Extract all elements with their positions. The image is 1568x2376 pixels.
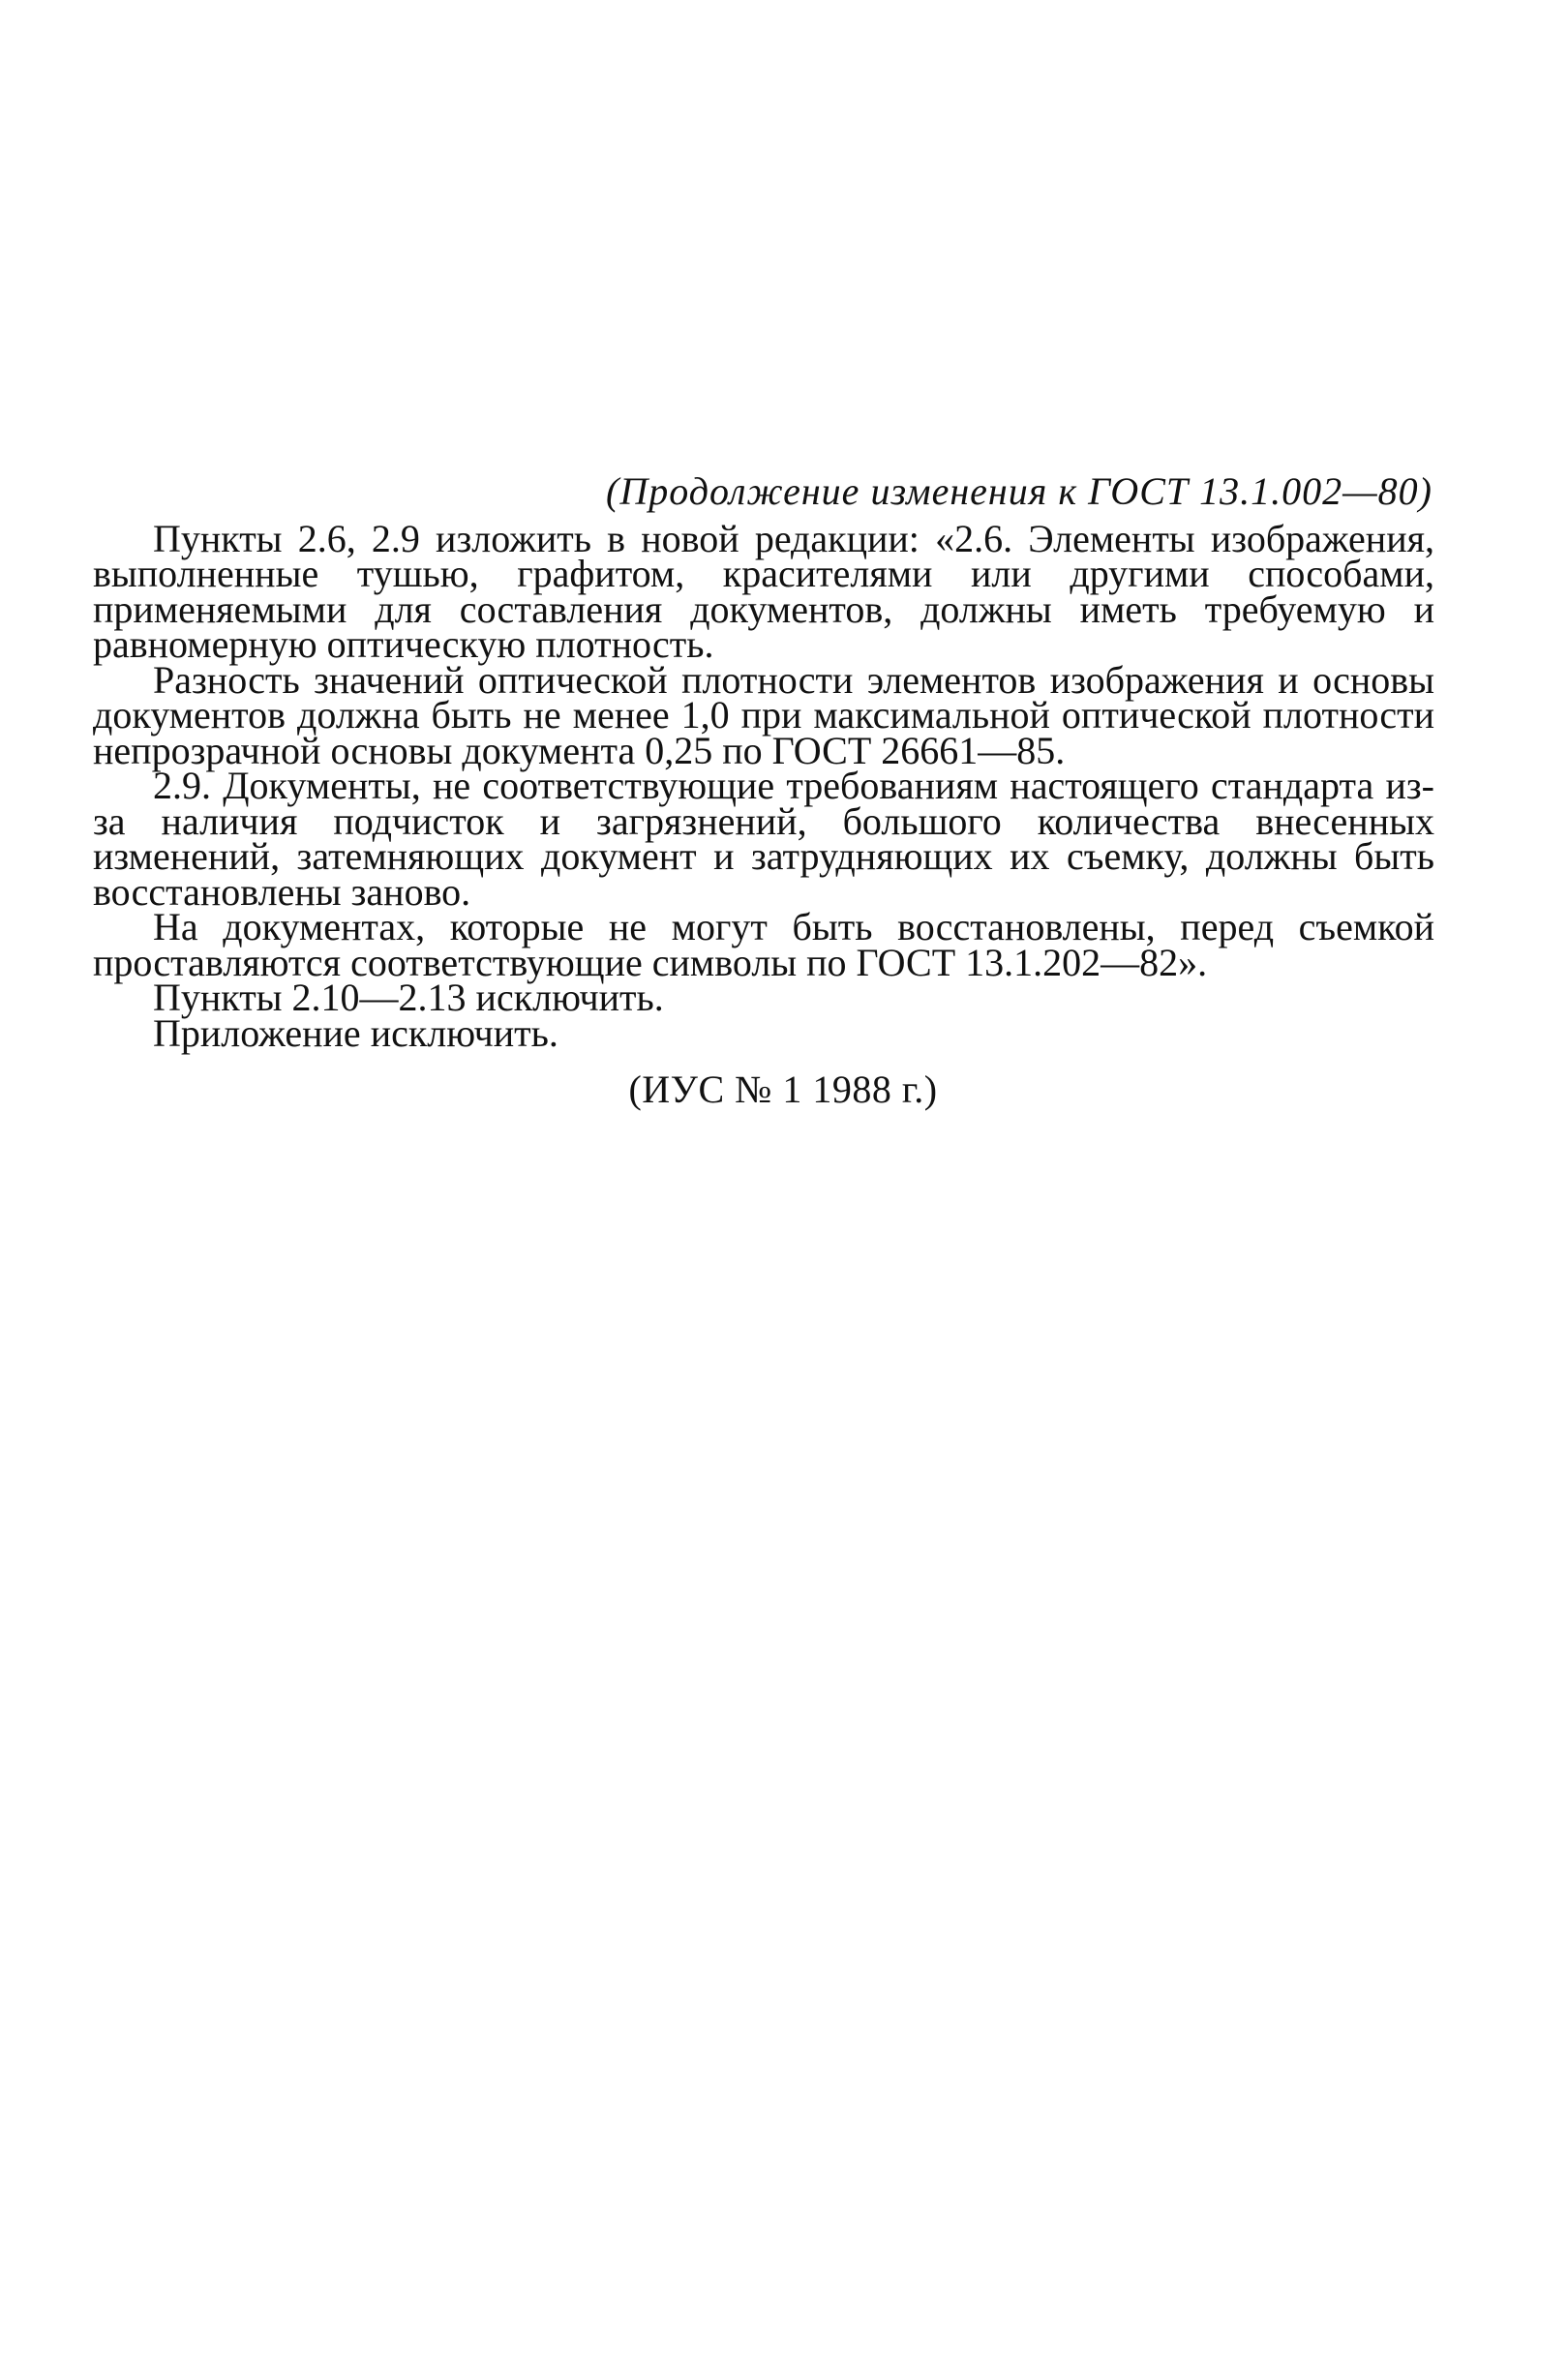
paragraph-symbols: На документах, которые не могут быть восстановлены, перед съемкой проставляются соответствующие символы по ГОСТ 13.1.202—82». [93, 905, 1434, 984]
paragraph-optical-density-difference: Разность значений оптической плотности элементов изображения и основы документов должна быть не менее 1,0 при максимальной оптической плотности непрозрачной основы документа 0,25 по ГОСТ 26661—85. [93, 657, 1434, 772]
source-note: (ИУС № 1 1988 г.) [628, 1068, 938, 1111]
paragraph-items-excluded: Пункты 2.10—2.13 исключить. [153, 976, 664, 1019]
paragraph-item-2-9: 2.9. Документы, не соответствующие требованиям настоящего стандарта из-за наличия подчисток и загрязнений, большого количества внесенных изменений, затемняющих документ и затрудняющих их съемку, должны быть восстановлены заново. [93, 764, 1434, 914]
paragraph-items-2-6-2-9: Пункты 2.6, 2.9 изложить в новой редакции: «2.6. Элементы изображения, выполненные тушью, графитом, красителями или другими способами, применяемыми для составления документов, должны иметь требуемую и равномерную оптическую плотность. [93, 516, 1434, 666]
paragraph-appendix-excluded: Приложение исключить. [153, 1010, 558, 1055]
continuation-header: (Продолжение изменения к ГОСТ 13.1.002—80) [606, 469, 1432, 513]
document-body [93, 469, 1434, 1111]
